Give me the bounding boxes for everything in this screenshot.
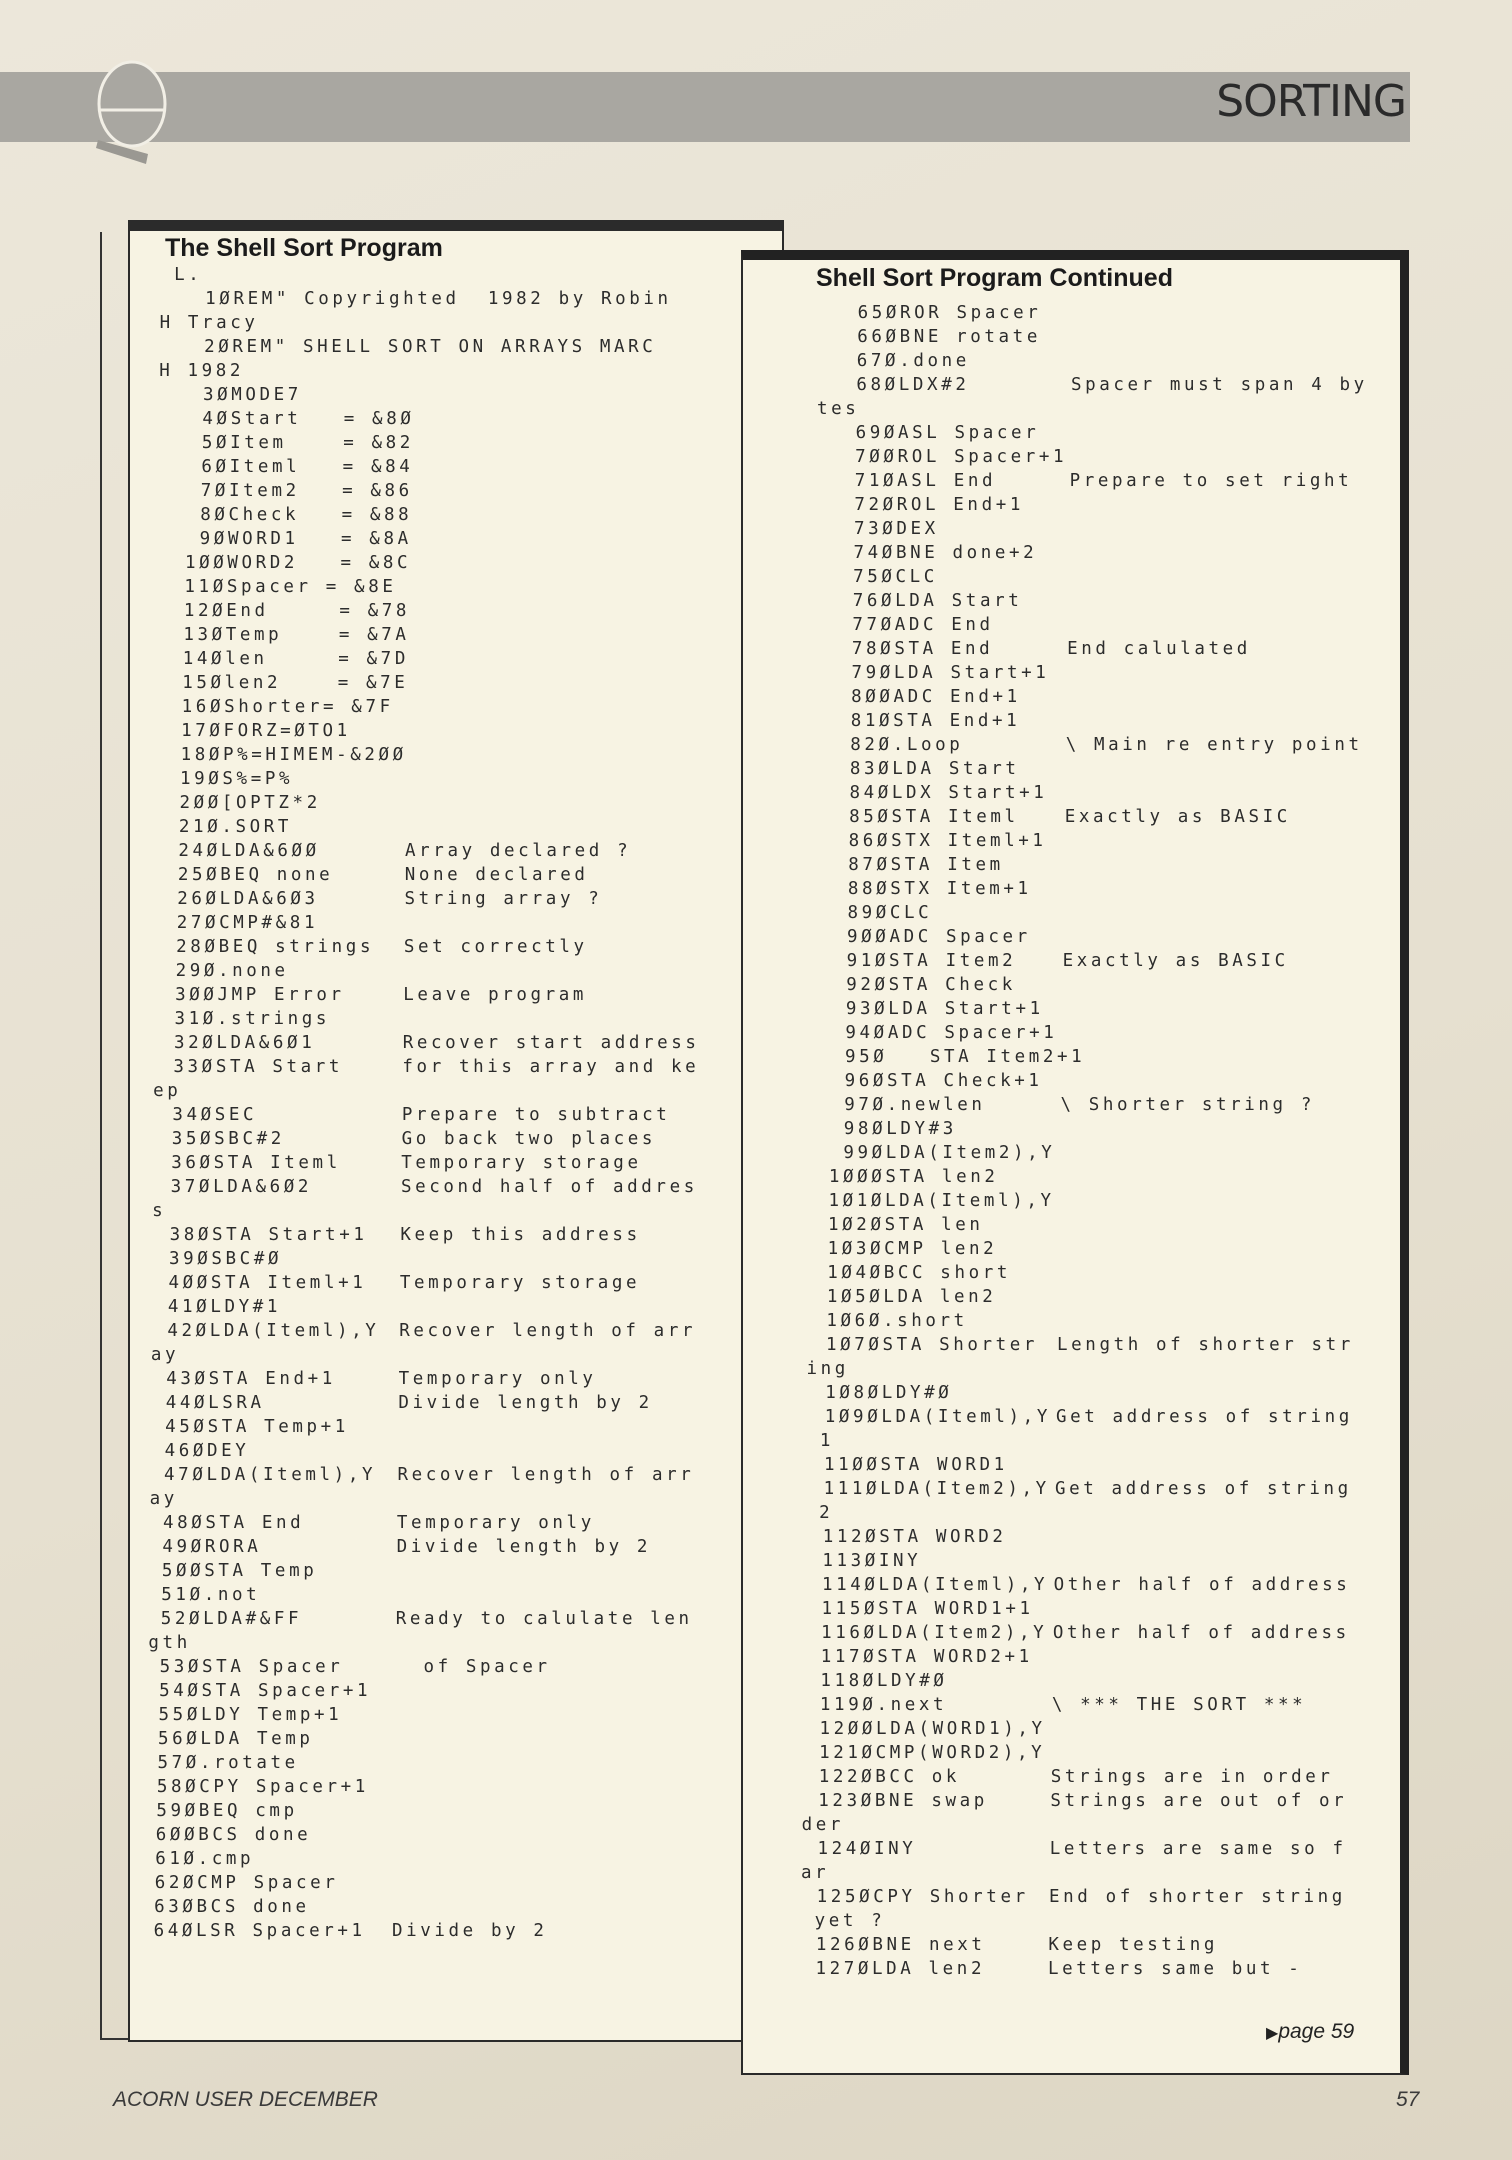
code-line: 37ØLDA&6Ø2	[170, 1177, 313, 1197]
listing-title-left: The Shell Sort Program	[165, 234, 443, 262]
code-line: 8ØCheck = &88	[200, 505, 413, 525]
code-line-continuation: gth	[148, 1633, 191, 1653]
right-triangle-icon: ▶	[1266, 2025, 1279, 2042]
continuation-link[interactable]	[1266, 2020, 1354, 2044]
code-line: 27ØCMP#&81	[176, 913, 319, 933]
section-title: SORTING	[1216, 76, 1406, 127]
code-line-continuation: der	[801, 1815, 844, 1835]
code-comment: Exactly as BASIC	[1064, 807, 1291, 827]
code-line: 46ØDEY	[164, 1441, 250, 1461]
code-line: 1Ø6Ø.short	[826, 1311, 968, 1331]
code-line-continuation: ay	[150, 1345, 180, 1365]
code-line: 42ØLDA(Iteml),Y	[167, 1321, 380, 1341]
code-line: 11ØØSTA WORD1	[823, 1455, 1008, 1475]
code-line: 6ØIteml = &84	[201, 457, 414, 477]
code-comment: Divide length by 2	[398, 1393, 653, 1413]
code-line: 121ØCMP(WORD2),Y	[819, 1743, 1046, 1763]
code-line: 83ØLDA Start	[849, 759, 1020, 779]
code-line: 95Ø STA Item2+1	[845, 1047, 1086, 1067]
code-comment: \ Shorter string ?	[1060, 1095, 1315, 1115]
code-comment: Second half of addres	[400, 1177, 698, 1197]
code-line: 51Ø.not	[161, 1585, 261, 1605]
code-comment: Go back two places	[401, 1129, 657, 1149]
continuation-text: page 59	[1278, 2020, 1355, 2043]
code-line: 122ØBCC ok	[818, 1767, 961, 1787]
code-line: 7ØItem2 = &86	[200, 481, 413, 501]
code-line: 2ØØ[OPTZ*2	[179, 793, 321, 813]
code-line: 41ØLDY#1	[167, 1297, 281, 1317]
code-line: 125ØCPY Shorter	[816, 1887, 1029, 1907]
code-comment: Recover start address	[402, 1033, 700, 1053]
code-line: 96ØSTA Check+1	[844, 1071, 1043, 1091]
code-comment: Array declared ?	[405, 841, 632, 861]
code-line-continuation: ar	[801, 1863, 830, 1883]
code-comment: Prepare to set right	[1069, 471, 1353, 491]
code-line: 54ØSTA Spacer+1	[159, 1681, 372, 1701]
code-line: 59ØBEQ cmp	[156, 1801, 298, 1821]
code-line: 28ØBEQ strings	[176, 937, 375, 957]
code-line: 84ØLDX Start+1	[849, 783, 1048, 803]
code-line: 78ØSTA End	[851, 639, 994, 659]
code-line: 31Ø.strings	[174, 1009, 331, 1029]
code-line: 97Ø.newlen	[844, 1095, 986, 1115]
code-line-continuation: s	[152, 1201, 167, 1221]
code-line: 116ØLDA(Item2),Y	[821, 1623, 1048, 1643]
code-line: 118ØLDY#Ø	[820, 1671, 948, 1691]
code-line: 57Ø.rotate	[157, 1753, 299, 1773]
code-line: 58ØCPY Spacer+1	[156, 1777, 369, 1797]
code-line: 82Ø.Loop	[850, 735, 964, 755]
code-line: 32ØLDA&6Ø1	[173, 1033, 316, 1053]
section-header-band	[0, 72, 1410, 142]
code-line: 4ØØSTA Iteml+1	[168, 1273, 367, 1293]
code-line: 12ØEnd = &78	[183, 601, 411, 621]
code-line: 24ØLDA&6ØØ	[178, 841, 320, 861]
code-comment: Set correctly	[403, 937, 588, 957]
code-line: 93ØLDA Start+1	[845, 999, 1044, 1019]
code-comment: Letters are same so f	[1049, 1839, 1347, 1859]
code-line: 38ØSTA Start+1	[169, 1225, 368, 1245]
code-line: 71ØASL End	[854, 471, 997, 491]
code-line: 65ØROR Spacer	[857, 303, 1042, 323]
code-comment: Prepare to subtract	[401, 1105, 671, 1125]
code-line: 8ØØADC End+1	[851, 687, 1021, 707]
code-line: 35ØSBC#2	[171, 1129, 285, 1149]
code-line: 81ØSTA End+1	[850, 711, 1021, 731]
code-line: 26ØLDA&6Ø3	[177, 889, 319, 909]
code-comment: Leave program	[403, 985, 588, 1005]
code-comment: Strings are out of or	[1050, 1791, 1348, 1811]
code-comment: for this array and ke	[402, 1057, 700, 1077]
code-comment: Get address of string	[1056, 1407, 1353, 1427]
code-line: 1ØREM" Copyrighted 1982 by Robin	[205, 289, 672, 309]
code-line: 18ØP%=HIMEM-&2ØØ	[180, 745, 407, 765]
code-line: 127ØLDA len2	[815, 1959, 986, 1979]
code-line: 19ØS%=P%	[180, 769, 294, 789]
code-line: 17ØFORZ=ØTO1	[181, 721, 351, 741]
code-line: 9ØØADC Spacer	[847, 927, 1031, 947]
code-comment: Divide length by 2	[396, 1537, 652, 1557]
code-line: 13ØTemp = &7A	[183, 625, 410, 645]
code-line: 48ØSTA End	[162, 1513, 305, 1533]
acorn-egg-logo-icon	[96, 58, 176, 170]
code-line: 76ØLDA Start	[852, 591, 1023, 611]
code-comment: Recover length of arr	[397, 1465, 695, 1485]
code-line: 66ØBNE rotate	[857, 327, 1041, 347]
code-line: 49ØRORA	[162, 1537, 262, 1557]
code-line: 1Ø7ØSTA Shorter	[826, 1335, 1039, 1355]
code-line: 1Ø5ØLDA len2	[826, 1287, 997, 1307]
code-line: 55ØLDY Temp+1	[158, 1705, 343, 1725]
footer-page-number: 57	[1396, 2088, 1420, 2111]
code-line: 1ØØØSTA len2	[828, 1167, 999, 1187]
code-line: 9ØWORD1 = &8A	[199, 529, 412, 549]
code-line: 75ØCLC	[853, 567, 938, 587]
code-line: 85ØSTA Iteml	[849, 807, 1019, 827]
code-line: 29Ø.none	[175, 961, 289, 981]
listing-title-right: Shell Sort Program Continued	[816, 264, 1173, 292]
code-line: 34ØSEC	[172, 1105, 258, 1125]
code-line: 3ØØJMP Error	[175, 985, 345, 1005]
code-line: 44ØLSRA	[165, 1393, 265, 1413]
code-line: 87ØSTA Item	[848, 855, 1004, 875]
code-comment: Length of shorter str	[1057, 1335, 1354, 1355]
code-comment: Other half of address	[1052, 1623, 1350, 1643]
code-comment: Letters same but -	[1048, 1959, 1303, 1979]
code-line-continuation: 2	[804, 1503, 834, 1523]
code-line: 79ØLDA Start+1	[851, 663, 1050, 683]
code-line: 91ØSTA Item2	[846, 951, 1017, 971]
code-line: 6ØØBCS done	[155, 1825, 312, 1845]
code-line: 21Ø.SORT	[178, 817, 293, 837]
code-comment: End calulated	[1067, 639, 1251, 659]
code-line: 74ØBNE done+2	[853, 543, 1038, 563]
code-line: 63ØBCS done	[154, 1897, 310, 1917]
code-line: 1Ø2ØSTA len	[828, 1215, 984, 1235]
code-line: 94ØADC Spacer+1	[845, 1023, 1058, 1043]
code-comment: Get address of string	[1054, 1479, 1352, 1499]
code-line: 112ØSTA WORD2	[822, 1527, 1007, 1547]
code-comment: \ *** THE SORT ***	[1051, 1695, 1307, 1715]
code-comment: Temporary storage	[399, 1273, 641, 1293]
code-comment: Spacer must span 4 by	[1070, 375, 1368, 395]
code-line-continuation: L.	[160, 265, 203, 285]
left-box-shadow-frame	[100, 232, 130, 2040]
code-line: 53ØSTA Spacer	[159, 1657, 344, 1677]
code-line: 52ØLDA#&FF	[160, 1609, 303, 1629]
code-comment: Keep this address	[400, 1225, 641, 1245]
code-comment: String array ?	[404, 889, 603, 909]
code-comment: Temporary storage	[401, 1153, 642, 1173]
code-line: 1Ø9ØLDA(Iteml),Y	[824, 1407, 1051, 1427]
code-line: 67Ø.done	[856, 351, 970, 371]
code-line: 89ØCLC	[847, 903, 933, 923]
code-comment: Divide by 2	[392, 1921, 548, 1941]
code-line: 5ØItem = &82	[201, 433, 414, 453]
code-comment: Recover length of arr	[399, 1321, 697, 1341]
code-line: 47ØLDA(Iteml),Y	[164, 1465, 377, 1485]
code-line: 1Ø3ØCMP len2	[827, 1239, 998, 1259]
code-comment: Strings are in order	[1050, 1767, 1334, 1787]
code-comment: Ready to calulate len	[395, 1609, 693, 1629]
code-line: 1Ø1ØLDA(Iteml),Y	[828, 1191, 1055, 1211]
code-comment: Exactly as BASIC	[1062, 951, 1289, 971]
code-comment: Keep testing	[1048, 1935, 1218, 1955]
code-line-continuation: tes	[816, 399, 860, 419]
code-line: 117ØSTA WORD2+1	[820, 1647, 1033, 1667]
code-line-continuation: ay	[149, 1489, 178, 1509]
code-line: 115ØSTA WORD1+1	[821, 1599, 1034, 1619]
code-line-continuation: H 1982	[159, 361, 245, 381]
code-line: 68ØLDX#2	[856, 375, 970, 395]
code-line: 1Ø4ØBCC short	[827, 1263, 1011, 1283]
code-line: 61Ø.cmp	[155, 1849, 255, 1869]
code-line: 124ØINY	[817, 1839, 917, 1859]
code-comment: End of shorter string	[1049, 1887, 1346, 1907]
code-line: 12ØØLDA(WORD1),Y	[819, 1719, 1046, 1739]
code-line: 45ØSTA Temp+1	[165, 1417, 349, 1437]
code-comment: None declared	[404, 865, 589, 885]
code-line: 1Ø8ØLDY#Ø	[825, 1383, 953, 1403]
code-line: 14Ølen = &7D	[182, 649, 409, 669]
code-line: 88ØSTX Item+1	[847, 879, 1032, 899]
code-line: 56ØLDA Temp	[158, 1729, 314, 1749]
code-line: 25ØBEQ none	[177, 865, 334, 885]
code-comment: Other half of address	[1053, 1575, 1351, 1595]
code-line: 92ØSTA Check	[846, 975, 1016, 995]
code-line-continuation: ing	[806, 1359, 849, 1379]
code-line: 69ØASL Spacer	[855, 423, 1040, 443]
code-line: 113ØINY	[822, 1551, 922, 1571]
code-line-continuation: 1	[805, 1431, 835, 1451]
code-line: 11ØSpacer = &8E	[184, 577, 397, 597]
code-line: 111ØLDA(Item2),Y	[823, 1479, 1050, 1499]
code-line: 33ØSTA Start	[173, 1057, 344, 1077]
code-line: 15Ølen2 = &7E	[182, 673, 409, 693]
code-line: 99ØLDA(Item2),Y	[843, 1143, 1056, 1163]
code-line: 86ØSTX Iteml+1	[848, 831, 1047, 851]
code-line: 39ØSBC#Ø	[169, 1249, 283, 1269]
code-line: 62ØCMP Spacer	[154, 1873, 339, 1893]
code-line: 43ØSTA End+1	[166, 1369, 336, 1389]
code-line: 72ØROL End+1	[854, 495, 1024, 515]
code-comment: Temporary only	[396, 1513, 595, 1533]
code-line: 77ØADC End	[852, 615, 994, 635]
code-comment: \ Main re entry point	[1065, 735, 1363, 755]
code-line: 64ØLSR Spacer+1	[153, 1921, 366, 1941]
code-comment: of Spacer	[395, 1657, 551, 1677]
code-line: 16ØShorter= &7F	[181, 697, 394, 717]
code-comment: Temporary only	[398, 1369, 597, 1389]
code-line-continuation: ep	[153, 1081, 182, 1101]
code-line: 73ØDEX	[853, 519, 939, 539]
footer-magazine: ACORN USER DECEMBER	[113, 2088, 378, 2111]
code-line-continuation: H Tracy	[159, 313, 259, 333]
code-line: 4ØStart = &8Ø	[202, 409, 415, 429]
code-line: 1ØØWORD2 = &8C	[184, 553, 412, 573]
code-line: 7ØØROL Spacer+1	[855, 447, 1068, 467]
code-line-continuation: yet ?	[800, 1911, 886, 1931]
code-line: 98ØLDY#3	[843, 1119, 957, 1139]
code-line: 126ØBNE next	[815, 1935, 986, 1955]
code-line: 123ØBNE swap	[818, 1791, 988, 1811]
code-line: 119Ø.next	[819, 1695, 948, 1715]
code-line: 3ØMODE7	[202, 385, 302, 405]
code-line: 5ØØSTA Temp	[161, 1561, 318, 1581]
code-line: 114ØLDA(Iteml),Y	[821, 1575, 1049, 1595]
code-line: 36ØSTA Iteml	[171, 1153, 341, 1173]
code-line: 2ØREM" SHELL SORT ON ARRAYS MARC	[204, 337, 657, 357]
